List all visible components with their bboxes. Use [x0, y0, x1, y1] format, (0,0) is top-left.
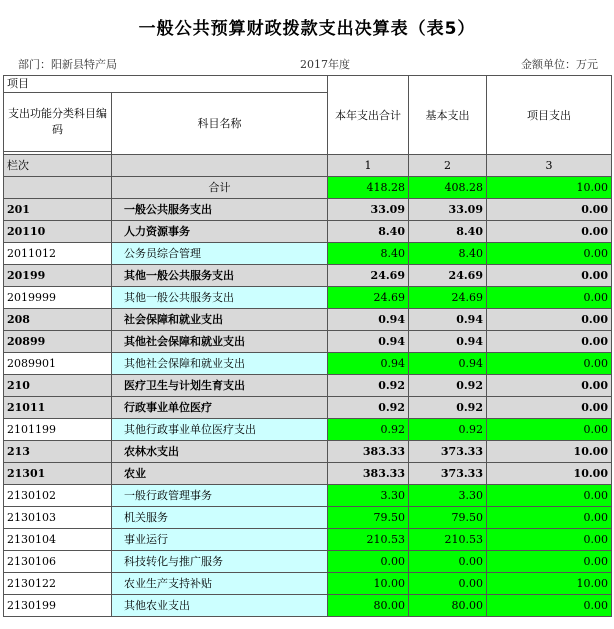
row-code: 21301	[4, 463, 112, 485]
row-code: 2130199	[4, 595, 112, 617]
table-row	[4, 441, 612, 463]
table-row	[4, 375, 612, 397]
total-row-basic: 408.28	[409, 177, 487, 199]
row-code: 2130104	[4, 529, 112, 551]
row-code: 2089901	[4, 353, 112, 375]
row-project: 10.00	[487, 463, 612, 485]
row-total: 0.94	[328, 353, 409, 375]
row-project: 10.00	[487, 441, 612, 463]
table-row	[4, 529, 612, 551]
total-row	[4, 177, 612, 199]
table-row	[4, 309, 612, 331]
row-name: 事业运行	[112, 529, 328, 551]
table-row	[4, 353, 612, 375]
row-basic: 79.50	[409, 507, 487, 529]
row-project: 0.00	[487, 397, 612, 419]
table-row	[4, 331, 612, 353]
expenditure-table	[3, 75, 612, 617]
row-basic: 0.92	[409, 397, 487, 419]
col-number-1: 1	[328, 155, 409, 177]
row-name: 机关服务	[112, 507, 328, 529]
row-name: 人力资源事务	[112, 221, 328, 243]
table-row	[4, 485, 612, 507]
year-label: 2017年度	[300, 58, 350, 71]
total-row-code	[4, 177, 112, 199]
row-code: 2019999	[4, 287, 112, 309]
row-total: 8.40	[328, 221, 409, 243]
table-row	[4, 221, 612, 243]
row-project: 0.00	[487, 529, 612, 551]
row-basic: 0.92	[409, 419, 487, 441]
col-number-3: 3	[487, 155, 612, 177]
row-code: 2101199	[4, 419, 112, 441]
row-project: 0.00	[487, 243, 612, 265]
row-basic: 0.94	[409, 353, 487, 375]
row-project: 0.00	[487, 375, 612, 397]
project-header: 项目	[4, 76, 328, 93]
row-name: 医疗卫生与计划生育支出	[112, 375, 328, 397]
total-row-project: 10.00	[487, 177, 612, 199]
table-row	[4, 595, 612, 617]
row-project: 0.00	[487, 331, 612, 353]
row-basic: 8.40	[409, 221, 487, 243]
basic-col-header: 基本支出	[409, 76, 487, 155]
table-row	[4, 265, 612, 287]
row-basic: 0.94	[409, 309, 487, 331]
table-row	[4, 287, 612, 309]
row-code: 210	[4, 375, 112, 397]
row-name: 农业生产支持补贴	[112, 573, 328, 595]
unit-label: 金额单位：万元	[521, 58, 598, 71]
row-code: 20899	[4, 331, 112, 353]
table-row	[4, 507, 612, 529]
row-total: 383.33	[328, 463, 409, 485]
table-row	[4, 419, 612, 441]
row-code: 20110	[4, 221, 112, 243]
row-code: 20199	[4, 265, 112, 287]
row-basic: 80.00	[409, 595, 487, 617]
row-project: 0.00	[487, 595, 612, 617]
code-col-header: 支出功能分类科目编码	[4, 93, 112, 152]
row-project: 0.00	[487, 309, 612, 331]
row-project: 0.00	[487, 199, 612, 221]
row-total: 3.30	[328, 485, 409, 507]
department-label: 部门：阳新县特产局	[18, 58, 117, 71]
row-basic: 0.00	[409, 573, 487, 595]
row-basic: 0.94	[409, 331, 487, 353]
row-total: 24.69	[328, 265, 409, 287]
row-basic: 3.30	[409, 485, 487, 507]
total-row-total: 418.28	[328, 177, 409, 199]
row-basic: 373.33	[409, 441, 487, 463]
row-total: 210.53	[328, 529, 409, 551]
row-name: 其他农业支出	[112, 595, 328, 617]
col-number-2: 2	[409, 155, 487, 177]
project-col-header: 项目支出	[487, 76, 612, 155]
table-row	[4, 199, 612, 221]
row-total: 0.92	[328, 397, 409, 419]
row-basic: 24.69	[409, 265, 487, 287]
total-col-header: 本年支出合计	[328, 76, 409, 155]
row-code: 213	[4, 441, 112, 463]
row-project: 0.00	[487, 265, 612, 287]
row-total: 0.92	[328, 419, 409, 441]
row-name: 其他一般公共服务支出	[112, 265, 328, 287]
row-code: 2130102	[4, 485, 112, 507]
table-row	[4, 397, 612, 419]
row-total: 10.00	[328, 573, 409, 595]
row-name: 其他社会保障和就业支出	[112, 331, 328, 353]
row-total: 79.50	[328, 507, 409, 529]
row-project: 0.00	[487, 507, 612, 529]
row-code: 201	[4, 199, 112, 221]
row-total: 33.09	[328, 199, 409, 221]
row-name: 科技转化与推广服务	[112, 551, 328, 573]
name-col-header: 科目名称	[112, 93, 328, 155]
row-basic: 210.53	[409, 529, 487, 551]
row-name: 其他行政事业单位医疗支出	[112, 419, 328, 441]
row-basic: 33.09	[409, 199, 487, 221]
row-code: 2011012	[4, 243, 112, 265]
row-name: 农业	[112, 463, 328, 485]
page-title: 一般公共预算财政拨款支出决算表（表5）	[138, 19, 476, 39]
row-name: 其他社会保障和就业支出	[112, 353, 328, 375]
row-name: 一般公共服务支出	[112, 199, 328, 221]
row-number-blank	[112, 155, 328, 177]
row-basic: 0.92	[409, 375, 487, 397]
row-name: 农林水支出	[112, 441, 328, 463]
row-code: 2130103	[4, 507, 112, 529]
table-row	[4, 551, 612, 573]
row-code: 208	[4, 309, 112, 331]
row-total: 8.40	[328, 243, 409, 265]
row-code: 2130106	[4, 551, 112, 573]
row-project: 0.00	[487, 287, 612, 309]
row-project: 0.00	[487, 419, 612, 441]
row-basic: 24.69	[409, 287, 487, 309]
row-name: 其他一般公共服务支出	[112, 287, 328, 309]
row-total: 24.69	[328, 287, 409, 309]
row-total: 80.00	[328, 595, 409, 617]
row-basic: 0.00	[409, 551, 487, 573]
row-project: 0.00	[487, 221, 612, 243]
row-number-label: 栏次	[4, 155, 112, 177]
row-total: 0.94	[328, 331, 409, 353]
row-total: 383.33	[328, 441, 409, 463]
row-code: 21011	[4, 397, 112, 419]
row-name: 公务员综合管理	[112, 243, 328, 265]
row-name: 行政事业单位医疗	[112, 397, 328, 419]
table-row	[4, 243, 612, 265]
row-total: 0.92	[328, 375, 409, 397]
table-row	[4, 463, 612, 485]
table-row	[4, 573, 612, 595]
row-total: 0.94	[328, 309, 409, 331]
row-name: 社会保障和就业支出	[112, 309, 328, 331]
row-basic: 8.40	[409, 243, 487, 265]
row-project: 0.00	[487, 485, 612, 507]
row-basic: 373.33	[409, 463, 487, 485]
row-project: 0.00	[487, 353, 612, 375]
row-total: 0.00	[328, 551, 409, 573]
row-project: 0.00	[487, 551, 612, 573]
row-code: 2130122	[4, 573, 112, 595]
total-row-label: 合计	[112, 177, 328, 199]
row-project: 10.00	[487, 573, 612, 595]
row-name: 一般行政管理事务	[112, 485, 328, 507]
